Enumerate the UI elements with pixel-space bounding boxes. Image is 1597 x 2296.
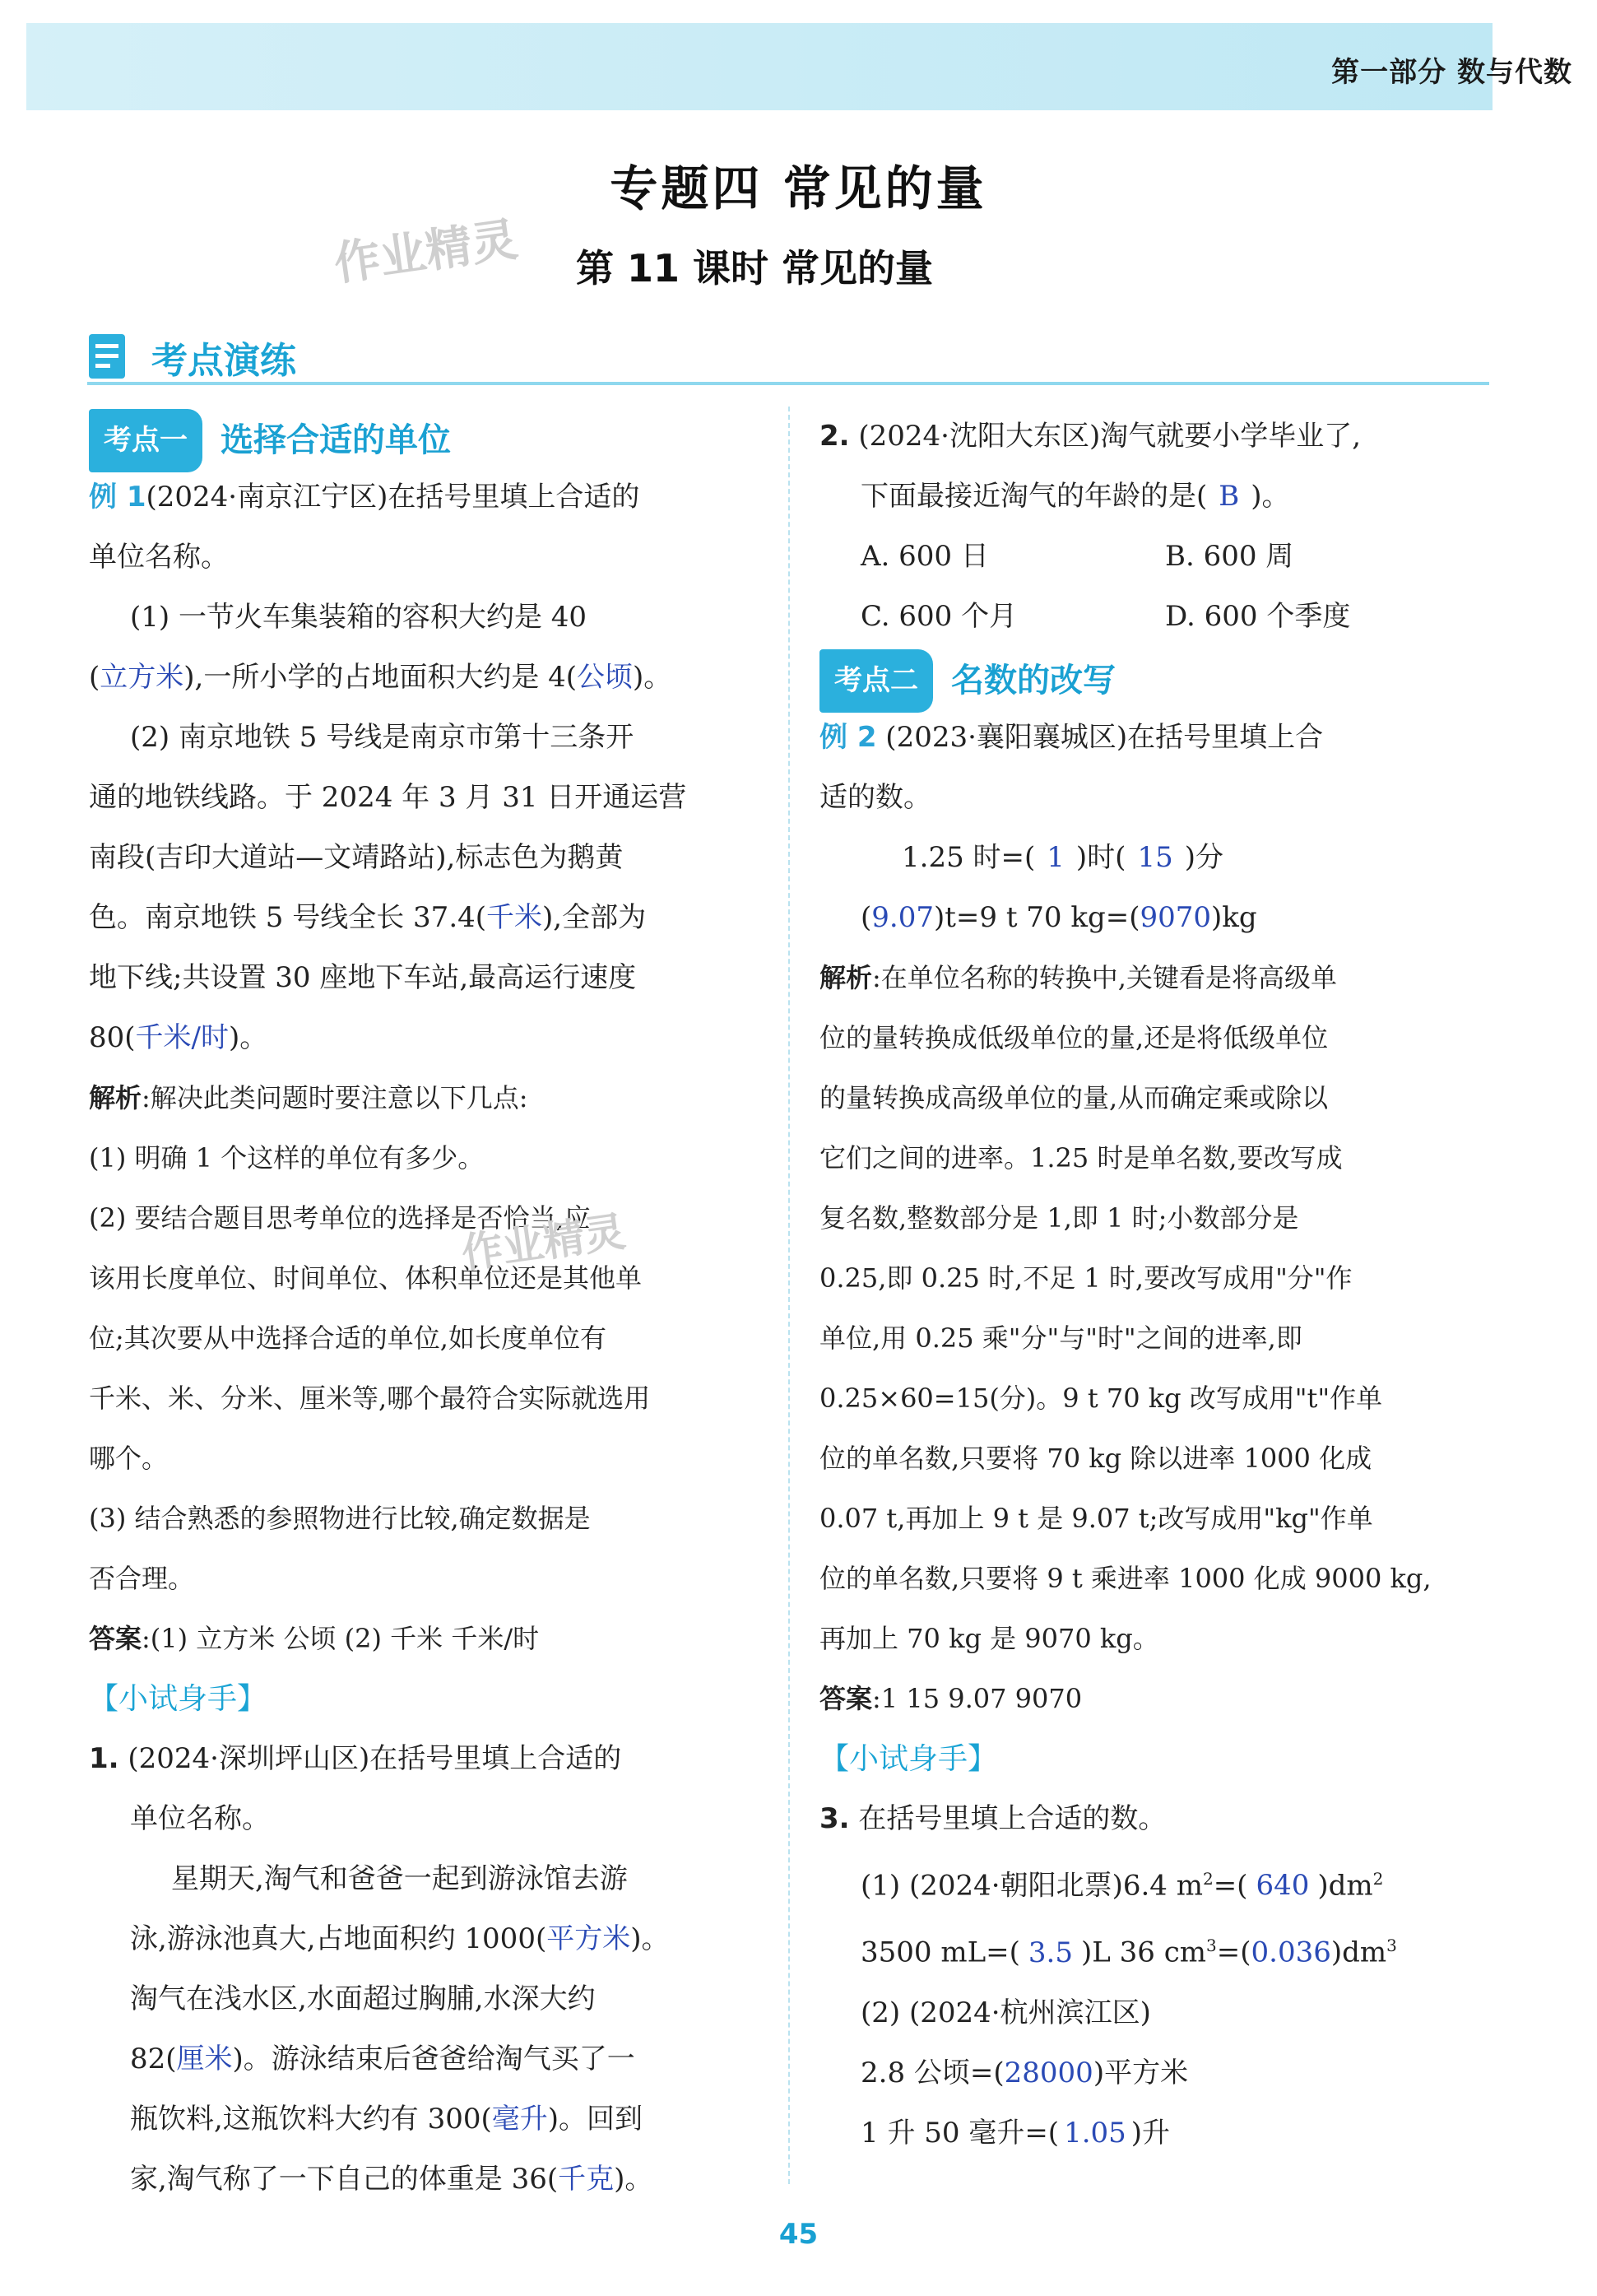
text: (1) (2024·朝阳北票)6.4 m <box>861 1869 1203 1903</box>
note-icon <box>87 332 130 380</box>
question-2 <box>819 407 1491 467</box>
text: 1.25 时=( <box>902 841 1036 874</box>
text: )。 <box>614 2163 653 2196</box>
answer-line <box>819 1916 1491 1982</box>
example-label: 例 2 <box>819 721 877 754</box>
text: 位;其次要从中选择合适的单位,如长度单位有 <box>89 1322 606 1354</box>
answer: 1 <box>1047 841 1065 874</box>
text: )。回到 <box>547 2103 643 2136</box>
answer: 9070 <box>1140 901 1212 934</box>
text: ),全部为 <box>542 901 647 934</box>
answer: 平方米 <box>546 1922 631 1955</box>
text: )平方米 <box>1093 2056 1189 2089</box>
text: )。 <box>630 1922 670 1955</box>
text: =( <box>1213 1869 1248 1903</box>
text: 0.25,即 0.25 时,不足 1 时,要改写成用"分"作 <box>819 1262 1353 1294</box>
page-header-band <box>26 23 1493 110</box>
superscript: 2 <box>1202 1869 1214 1889</box>
text: (2) (2024·杭州滨江区) <box>861 1996 1151 2029</box>
text: 的量转换成高级单位的量,从而确定乘或除以 <box>819 1082 1329 1113</box>
text: )t=9 t 70 kg=( <box>933 901 1140 934</box>
answer: 15 <box>1137 841 1173 874</box>
answer-line <box>819 828 1491 888</box>
answer-line <box>89 1008 762 1068</box>
answer-line <box>819 467 1491 527</box>
text: )dm <box>1330 1936 1387 1969</box>
text: )L 36 cm <box>1080 1936 1206 1969</box>
column-divider <box>788 407 790 2184</box>
text: 哪个。 <box>89 1443 169 1474</box>
text: 单位名称。 <box>130 1802 270 1835</box>
answer: 9.07 <box>871 901 934 934</box>
text: 该用长度单位、时间单位、体积单位还是其他单 <box>89 1262 643 1294</box>
text: 2.8 公顷=( <box>861 2056 1005 2089</box>
topic-tag: 考点二 <box>819 649 933 713</box>
text: 1 升 50 毫升=( <box>861 2116 1060 2150</box>
topic-title: 名数的改写 <box>951 661 1116 699</box>
analysis-block <box>819 948 1491 1729</box>
answer-line <box>89 2150 762 2210</box>
text: (2024·深圳坪山区)在括号里填上合适的 <box>118 1742 622 1775</box>
answer-label: 答案 <box>89 1623 142 1654</box>
analysis-label: 解析 <box>89 1082 142 1113</box>
topic-heading-2 <box>819 653 1491 708</box>
right-column <box>819 407 1491 2164</box>
answer: 640 <box>1256 1869 1310 1903</box>
page-title: 专题四 常见的量 <box>610 160 987 216</box>
text: 否合理。 <box>89 1563 195 1594</box>
text: 80( <box>89 1021 136 1054</box>
answer-line <box>89 1909 762 1969</box>
text: 3500 mL=( <box>861 1936 1020 1969</box>
text: 82( <box>130 2043 177 2075</box>
text: )。游泳结束后爸爸给淘气买了一 <box>232 2043 635 2075</box>
text: 单位名称。 <box>89 541 229 574</box>
part-label: 第一部分 数与代数 <box>1331 56 1572 89</box>
answer: 公顷 <box>577 661 634 694</box>
answer: 立方米 <box>100 661 184 694</box>
left-column <box>89 407 762 2210</box>
answer-line <box>89 2089 762 2150</box>
option-c: C. 600 个月 <box>861 600 1018 633</box>
option-a: A. 600 日 <box>861 540 989 573</box>
text: 0.25×60=15(分)。9 t 70 kg 改写成用"t"作单 <box>819 1383 1383 1414</box>
text: )分 <box>1184 841 1223 874</box>
text: 复名数,整数部分是 1,即 1 时;小数部分是 <box>819 1202 1299 1234</box>
text: 泳,游泳池真大,占地面积约 1000( <box>130 1922 547 1955</box>
section-header <box>87 328 1489 385</box>
text: )。 <box>633 661 672 694</box>
answer: 1.05 <box>1064 2116 1126 2150</box>
section-divider <box>87 382 1489 385</box>
option-b: B. 600 周 <box>1165 540 1294 573</box>
question-number: 3. <box>819 1802 850 1835</box>
question-number: 1. <box>89 1742 119 1775</box>
question-1 <box>89 1729 762 1789</box>
text: 位的量转换成低级单位的量,还是将低级单位 <box>819 1022 1329 1053</box>
text: )。 <box>229 1021 268 1054</box>
text: ),一所小学的占地面积大约是 4( <box>183 661 578 694</box>
answer-line <box>819 2043 1491 2103</box>
text: 通的地铁线路。于 2024 年 3 月 31 日开通运营 <box>89 781 687 814</box>
text: (2023·襄阳襄城区)在括号里填上合 <box>876 721 1324 754</box>
topic-heading-1 <box>89 413 762 467</box>
text: 下面最接近淘气的年龄的是( <box>861 480 1208 513</box>
superscript: 3 <box>1206 1936 1217 1956</box>
answer-line <box>819 2103 1491 2164</box>
text: ( <box>89 661 100 694</box>
text: (1) 明确 1 个这样的单位有多少。 <box>89 1142 485 1174</box>
text: 南段(吉印大道站—文靖路站),标志色为鹅黄 <box>89 841 624 874</box>
answer: 3.5 <box>1028 1936 1073 1969</box>
text: )。 <box>1251 480 1290 513</box>
text: (2024·南京江宁区)在括号里填上合适的 <box>146 481 640 514</box>
answer: B <box>1219 480 1240 513</box>
options <box>819 527 1491 647</box>
text: 它们之间的进率。1.25 时是单名数,要改写成 <box>819 1142 1343 1174</box>
watermark: 作业精灵 <box>331 212 522 292</box>
answer-line <box>89 888 762 948</box>
text: :(1) 立方米 公顷 (2) 千米 千米/时 <box>142 1623 540 1654</box>
answer: 千米/时 <box>135 1021 229 1054</box>
answer: 厘米 <box>176 2043 233 2075</box>
text: 适的数。 <box>819 781 931 814</box>
text: 0.07 t,再加上 9 t 是 9.07 t;改写成用"kg"作单 <box>819 1503 1373 1534</box>
superscript: 2 <box>1372 1869 1384 1889</box>
text: 星期天,淘气和爸爸一起到游泳馆去游 <box>171 1862 628 1895</box>
answer: 28000 <box>1004 2056 1093 2089</box>
text: )时( <box>1075 841 1126 874</box>
analysis-block <box>89 1068 762 1669</box>
text: =( <box>1216 1936 1251 1969</box>
topic-title: 选择合适的单位 <box>221 421 451 459</box>
page-number: 45 <box>778 2218 819 2251</box>
text: 在括号里填上合适的数。 <box>849 1802 1167 1835</box>
text: :解决此类问题时要注意以下几点: <box>142 1082 528 1113</box>
text: )dm <box>1317 1869 1373 1903</box>
example-label: 例 1 <box>89 481 146 514</box>
text: 色。南京地铁 5 号线全长 37.4( <box>89 901 487 934</box>
answer: 毫升 <box>491 2103 548 2136</box>
text: :在单位名称的转换中,关键看是将高级单 <box>872 962 1337 993</box>
text: (2024·沈阳大东区)淘气就要小学毕业了, <box>849 420 1362 453</box>
text: (2) 南京地铁 5 号线是南京市第十三条开 <box>130 721 634 754</box>
example-1-question <box>89 467 762 528</box>
answer: 千米 <box>486 901 543 934</box>
try-it-heading: 【小试身手】 <box>89 1682 267 1716</box>
text: (1) 一节火车集装箱的容积大约是 40 <box>130 601 587 634</box>
text: 瓶饮料,这瓶饮料大约有 300( <box>130 2103 492 2136</box>
superscript: 3 <box>1386 1936 1397 1956</box>
answer-line <box>89 648 762 708</box>
text: 地下线;共设置 30 座地下车站,最高运行速度 <box>89 961 637 994</box>
text: 淘气在浅水区,水面超过胸脯,水深大约 <box>130 1982 596 2015</box>
answer-label: 答案 <box>819 1683 873 1714</box>
topic-tag: 考点一 <box>89 409 202 472</box>
text: 千米、米、分米、厘米等,哪个最符合实际就选用 <box>89 1383 651 1414</box>
section-title: 考点演练 <box>151 340 296 382</box>
answer: 千克 <box>558 2163 615 2196</box>
text: (2) 要结合题目思考单位的选择是否恰当,应 <box>89 1202 591 1234</box>
answer: 0.036 <box>1251 1936 1331 1969</box>
text: ( <box>861 901 872 934</box>
question-number: 2. <box>819 420 850 453</box>
text: (3) 结合熟悉的参照物进行比较,确定数据是 <box>89 1503 591 1534</box>
text: 位的单名数,只要将 9 t 乘进率 1000 化成 9000 kg, <box>819 1563 1432 1594</box>
text: )kg <box>1211 901 1257 934</box>
text: :1 15 9.07 9070 <box>872 1683 1083 1714</box>
example-2-question <box>819 708 1491 768</box>
watermark: 作业精灵 <box>458 1207 629 1278</box>
question-3 <box>819 1789 1491 1849</box>
text: 家,淘气称了一下自己的体重是 36( <box>130 2163 559 2196</box>
option-d: D. 600 个季度 <box>1165 600 1351 633</box>
text: )升 <box>1130 2116 1171 2150</box>
analysis-label: 解析 <box>819 962 873 993</box>
lesson-title: 第 11 课时 常见的量 <box>576 246 934 290</box>
text: 再加上 70 kg 是 9070 kg。 <box>819 1623 1159 1654</box>
answer-line <box>819 888 1491 948</box>
text: 单位,用 0.25 乘"分"与"时"之间的进率,即 <box>819 1322 1302 1354</box>
try-it-heading: 【小试身手】 <box>819 1742 998 1776</box>
answer-line <box>819 1849 1491 1916</box>
text: 位的单名数,只要将 70 kg 除以进率 1000 化成 <box>819 1443 1372 1474</box>
answer-line <box>89 2029 762 2089</box>
